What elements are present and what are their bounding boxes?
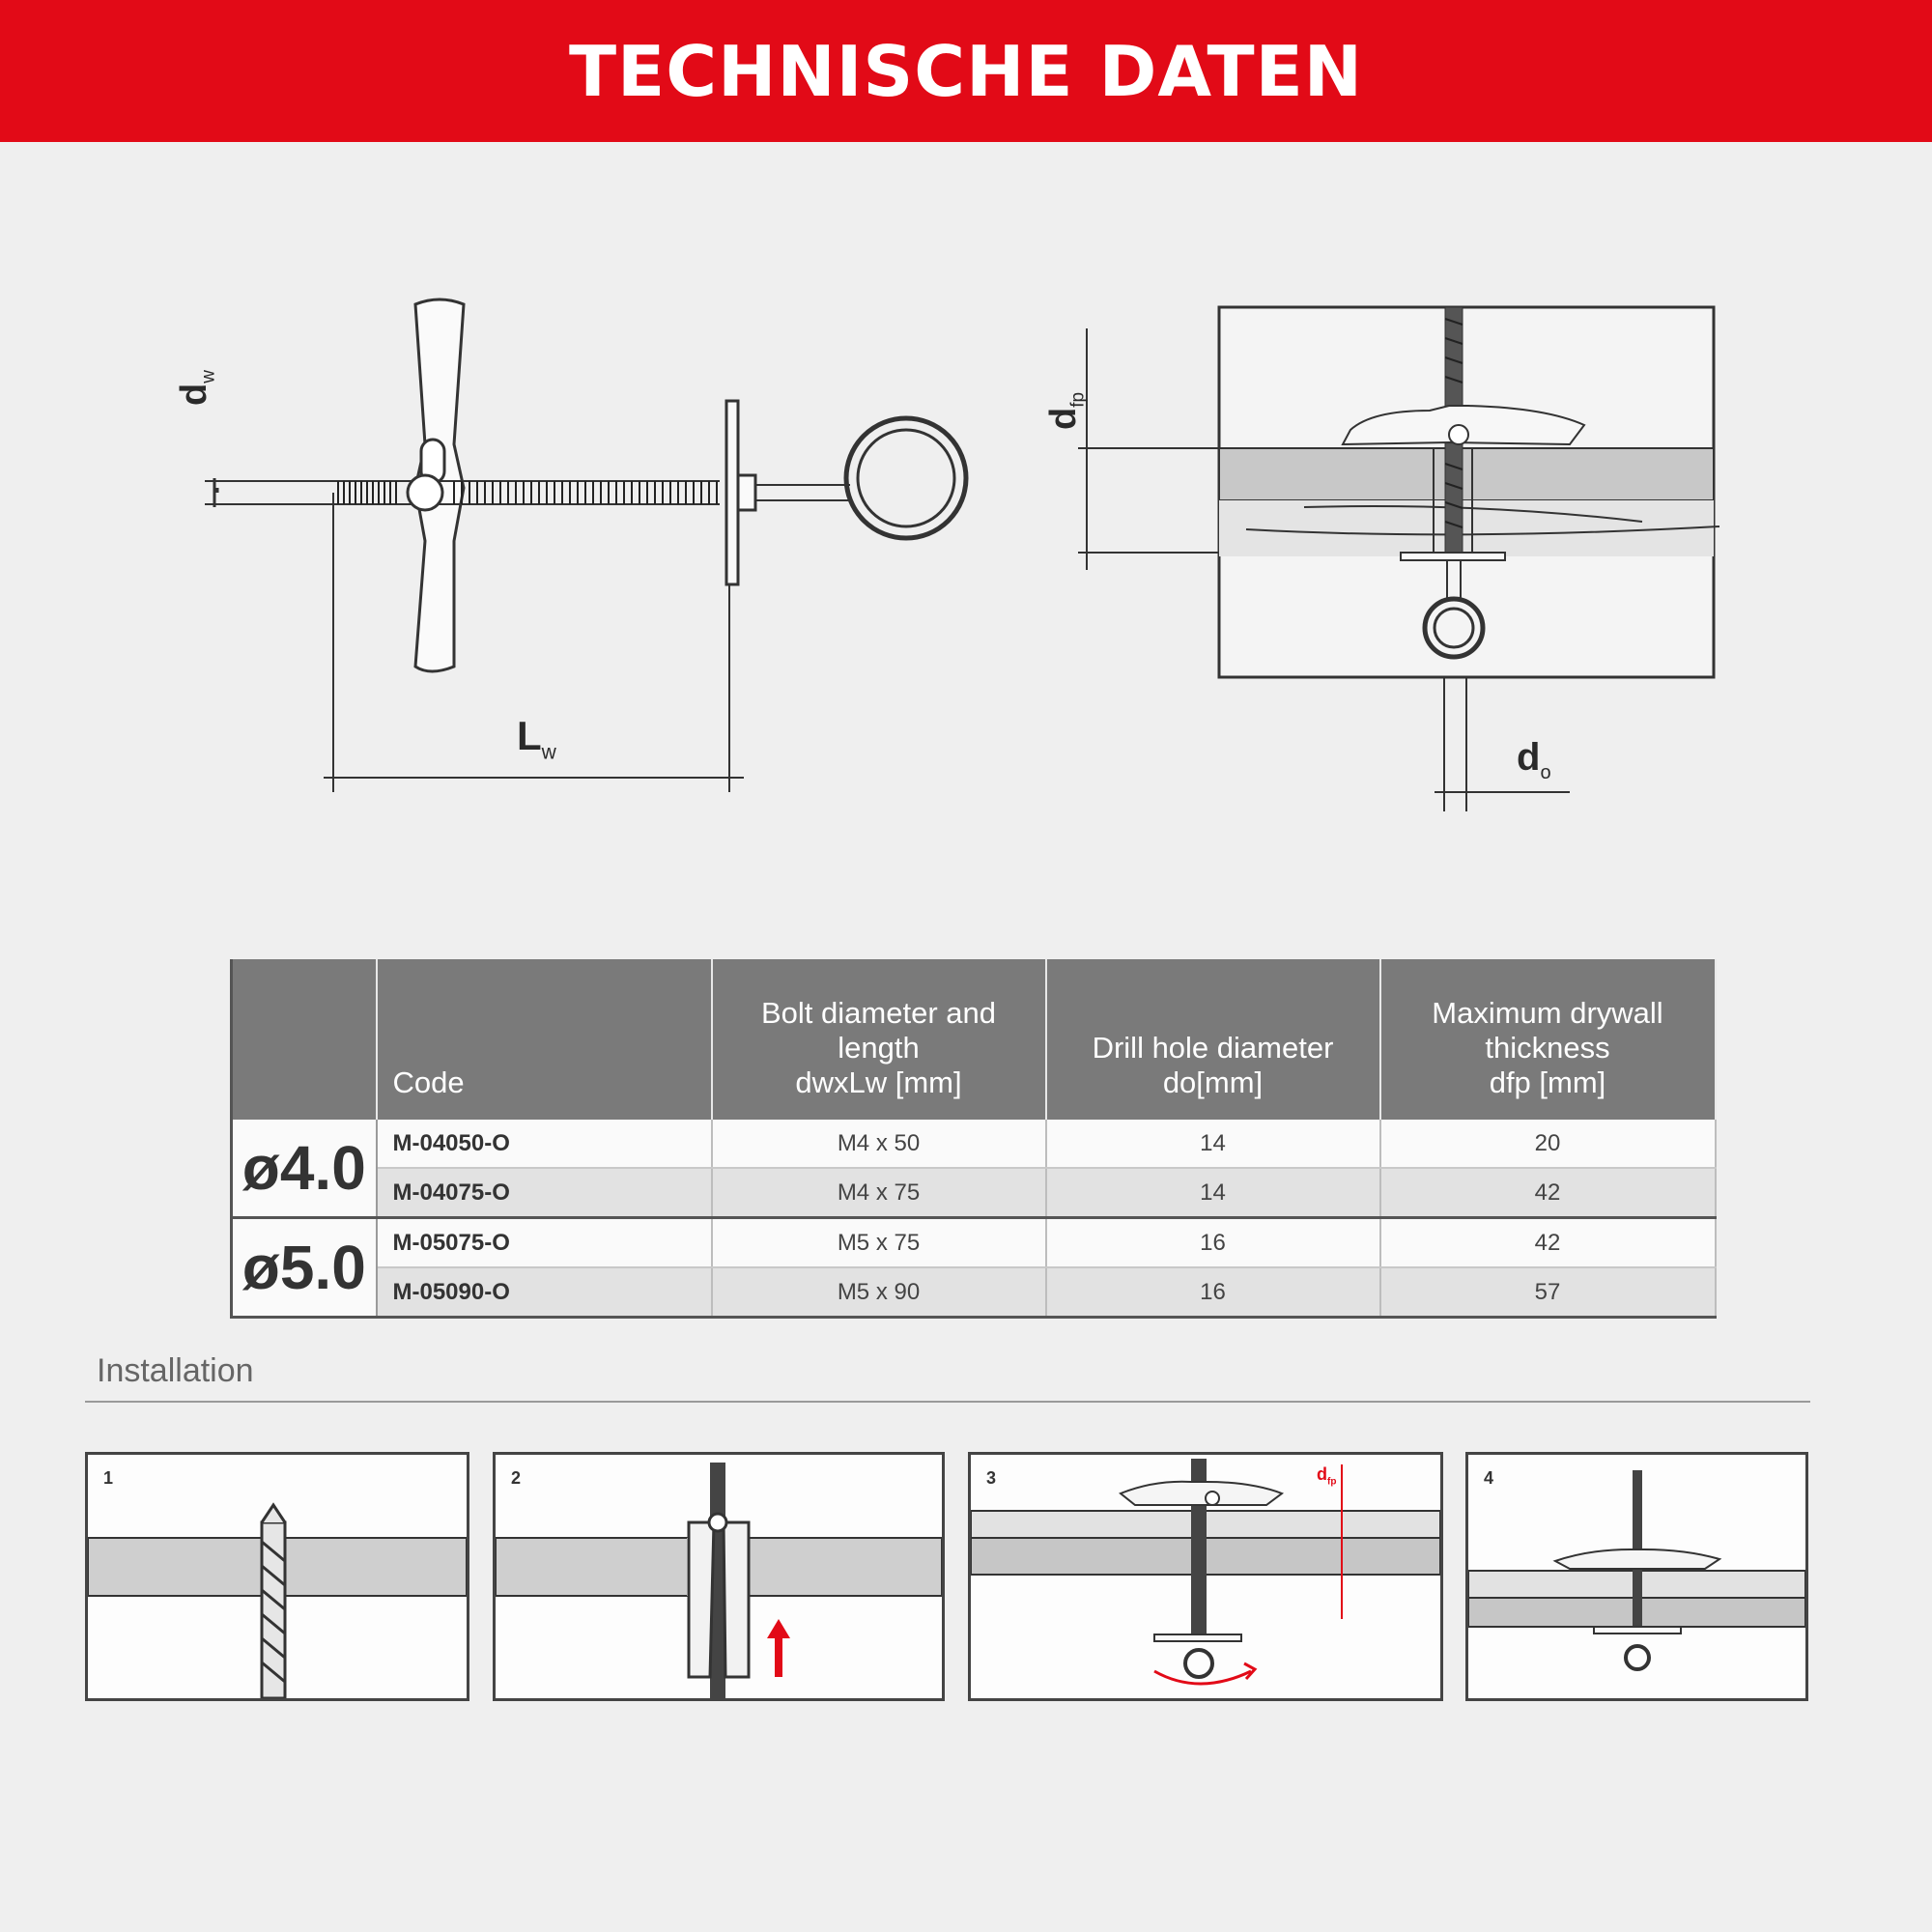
- header-bolt-line2: dwxLw [mm]: [795, 1065, 962, 1099]
- cell-drill: 14: [1046, 1168, 1380, 1218]
- step3-dfp-sub: fp: [1327, 1476, 1337, 1488]
- table-row: [232, 1168, 1716, 1218]
- install-step-4: [1465, 1452, 1808, 1701]
- header-drill-line1: Drill hole diameter: [1092, 1031, 1334, 1065]
- cell-drill: 16: [1046, 1267, 1380, 1318]
- header-max-line1: Maximum drywall: [1432, 996, 1663, 1030]
- header-drill-line2: do[mm]: [1162, 1065, 1264, 1099]
- tighten-step-graphic: [971, 1455, 1440, 1698]
- dw-label-main: d: [174, 383, 214, 406]
- header-bolt-line1: Bolt diameter and length: [761, 996, 996, 1065]
- toggle-bolt-drawing: [0, 270, 1014, 811]
- install-step-2: [493, 1452, 945, 1701]
- header-max-line3: dfp [mm]: [1489, 1065, 1606, 1099]
- dw-label-sub: w: [198, 370, 219, 384]
- install-step-3: [968, 1452, 1443, 1701]
- do-label-main: d: [1517, 736, 1541, 779]
- cell-code: M-04050-O: [377, 1120, 712, 1168]
- header-max-line2: thickness: [1485, 1031, 1610, 1065]
- cell-bolt: M4 x 50: [712, 1120, 1046, 1168]
- cell-max: 57: [1380, 1267, 1716, 1318]
- table-row: [232, 1120, 1716, 1168]
- cell-max: 42: [1380, 1218, 1716, 1268]
- cell-max: 20: [1380, 1120, 1716, 1168]
- installation-divider: [85, 1401, 1810, 1403]
- group-label: ø4.0: [232, 1120, 377, 1218]
- do-label-sub: o: [1540, 762, 1551, 783]
- table-row: [232, 1267, 1716, 1318]
- lw-label-sub: w: [541, 741, 556, 764]
- header-banner: [0, 0, 1932, 142]
- step3-dfp-label: [1317, 1464, 1336, 1488]
- install-step-1: [85, 1452, 469, 1701]
- dfp-label-sub: fp: [1067, 391, 1089, 408]
- dfp-label-main: d: [1043, 407, 1084, 430]
- step-number: 1: [103, 1468, 114, 1488]
- cell-drill: 14: [1046, 1120, 1380, 1168]
- step-number: 4: [1484, 1468, 1494, 1488]
- cell-code: M-05075-O: [377, 1218, 712, 1268]
- table-header-row: [232, 959, 1716, 1120]
- do-label: [1517, 736, 1551, 784]
- step-number: 3: [986, 1468, 997, 1488]
- lw-label-main: L: [517, 713, 542, 758]
- header-empty: [232, 959, 377, 1120]
- installed-step-graphic: [1468, 1455, 1805, 1698]
- lw-label: [517, 713, 556, 764]
- group-label: ø5.0: [232, 1218, 377, 1318]
- cell-bolt: M4 x 75: [712, 1168, 1046, 1218]
- cell-code: M-04075-O: [377, 1168, 712, 1218]
- cell-bolt: M5 x 75: [712, 1218, 1046, 1268]
- cell-drill: 16: [1046, 1218, 1380, 1268]
- header-bolt: [712, 959, 1046, 1120]
- installation-title: Installation: [97, 1352, 254, 1389]
- cell-max: 42: [1380, 1168, 1716, 1218]
- header-drill: [1046, 959, 1380, 1120]
- table-row: [232, 1218, 1716, 1268]
- spec-table: [230, 959, 1717, 1319]
- cell-code: M-05090-O: [377, 1267, 712, 1318]
- installed-section-drawing: [1043, 290, 1748, 831]
- header-max: [1380, 959, 1716, 1120]
- page-title: TECHNISCHE DATEN: [568, 30, 1364, 112]
- insert-step-graphic: [496, 1455, 942, 1698]
- dfp-label: [1043, 392, 1090, 430]
- step-number: 2: [511, 1468, 522, 1488]
- cell-bolt: M5 x 90: [712, 1267, 1046, 1318]
- drill-step-graphic: [88, 1455, 467, 1698]
- header-code: Code: [377, 959, 712, 1120]
- dw-label: [174, 370, 220, 406]
- step3-dfp-main: d: [1317, 1464, 1327, 1484]
